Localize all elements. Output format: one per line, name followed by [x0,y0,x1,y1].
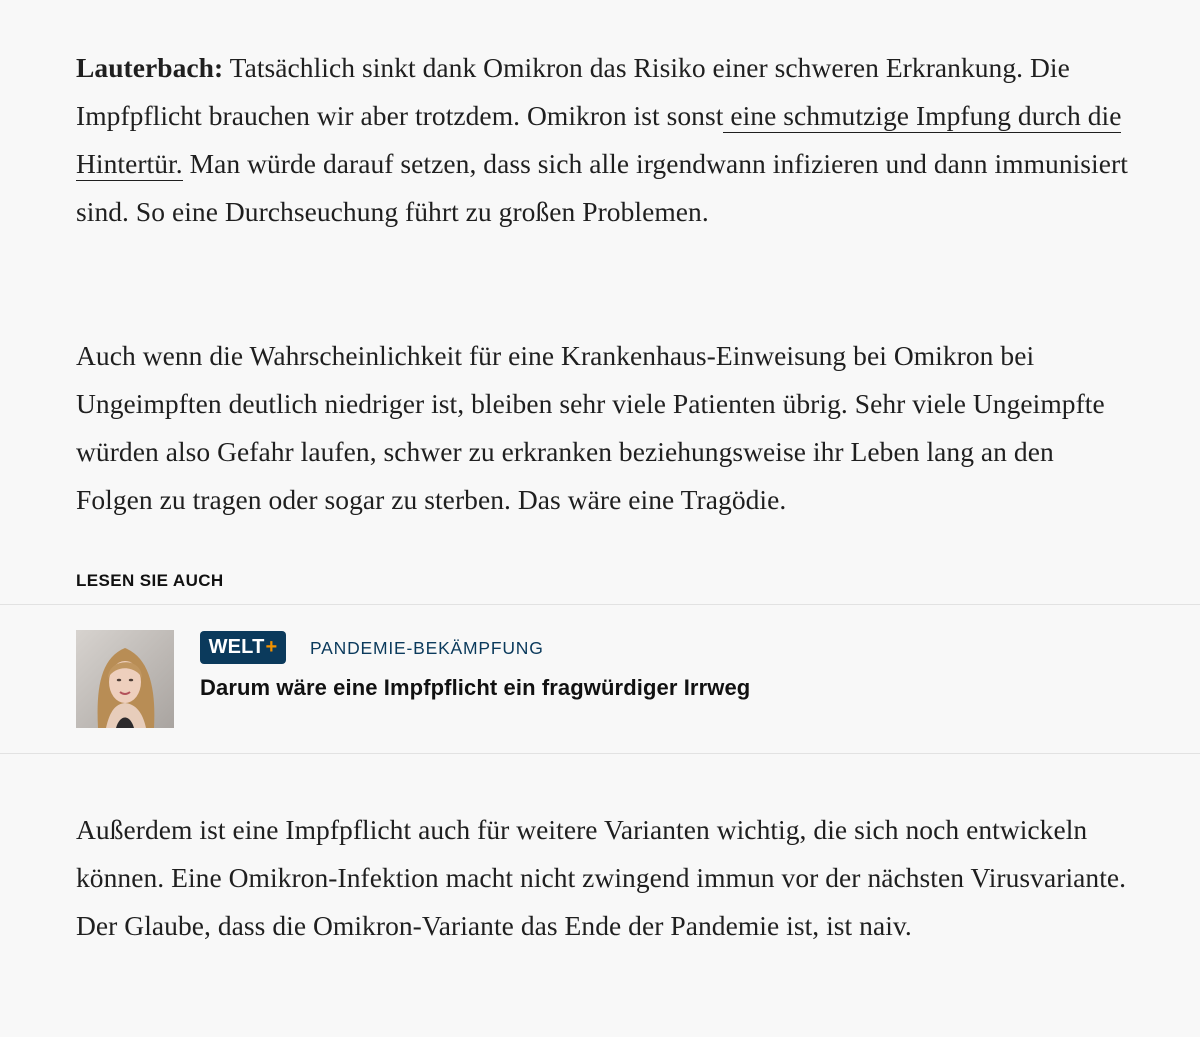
portrait-image [76,630,174,728]
article-paragraph [76,44,1136,236]
read-also-label: LESEN SIE AUCH [76,571,224,590]
teaser-kicker[interactable]: PANDEMIE-BEKÄMPFUNG [310,638,544,658]
welt-plus-badge [200,631,286,664]
author-thumbnail[interactable] [76,630,174,728]
speaker-label: Lauterbach: [76,52,224,83]
welt-badge-text: WELT [208,636,265,658]
paragraph-text: Man würde darauf setzen, dass sich alle irgendwann infizieren und dann immunisiert sind. So eine Durchseuchung führt zu großen Problemen. [76,148,1128,227]
article-paragraph: Außerdem ist eine Impfpflicht auch für weitere Varianten wichtig, die sich noch entwickeln können. Eine Omikron-Infektion macht nicht zwingend immun vor der nächsten Virusvariante. Der Glaube, dass die Omikron-Variante das Ende der Pandemie ist, ist naiv. [76,814,1127,941]
inline-article-link[interactable]: eine schmutzige Impfung durch die Hintertür. [76,100,1122,179]
teaser-title-link[interactable]: Darum wäre eine Impfpflicht ein fragwürdiger Irrweg [200,675,751,700]
plus-icon: + [265,636,278,658]
read-also-teaser[interactable] [0,604,1200,754]
paragraph-text: Tatsächlich sinkt dank Omikron das Risiko einer schweren Erkrankung. Die Impfpflicht brauchen wir aber trotzdem. Omikron ist sonst [76,52,1070,131]
article-paragraph: Auch wenn die Wahrscheinlichkeit für eine Krankenhaus-Einweisung bei Omikron bei Ungeimpften deutlich niedriger ist, bleiben sehr viele Patienten übrig. Sehr viele Ungeimpfte würden also Gefahr laufen, schwer zu erkranken beziehungsweise ihr Leben lang an den Folgen zu tragen oder sogar zu sterben. Das wäre eine Tragödie. [76,340,1105,515]
